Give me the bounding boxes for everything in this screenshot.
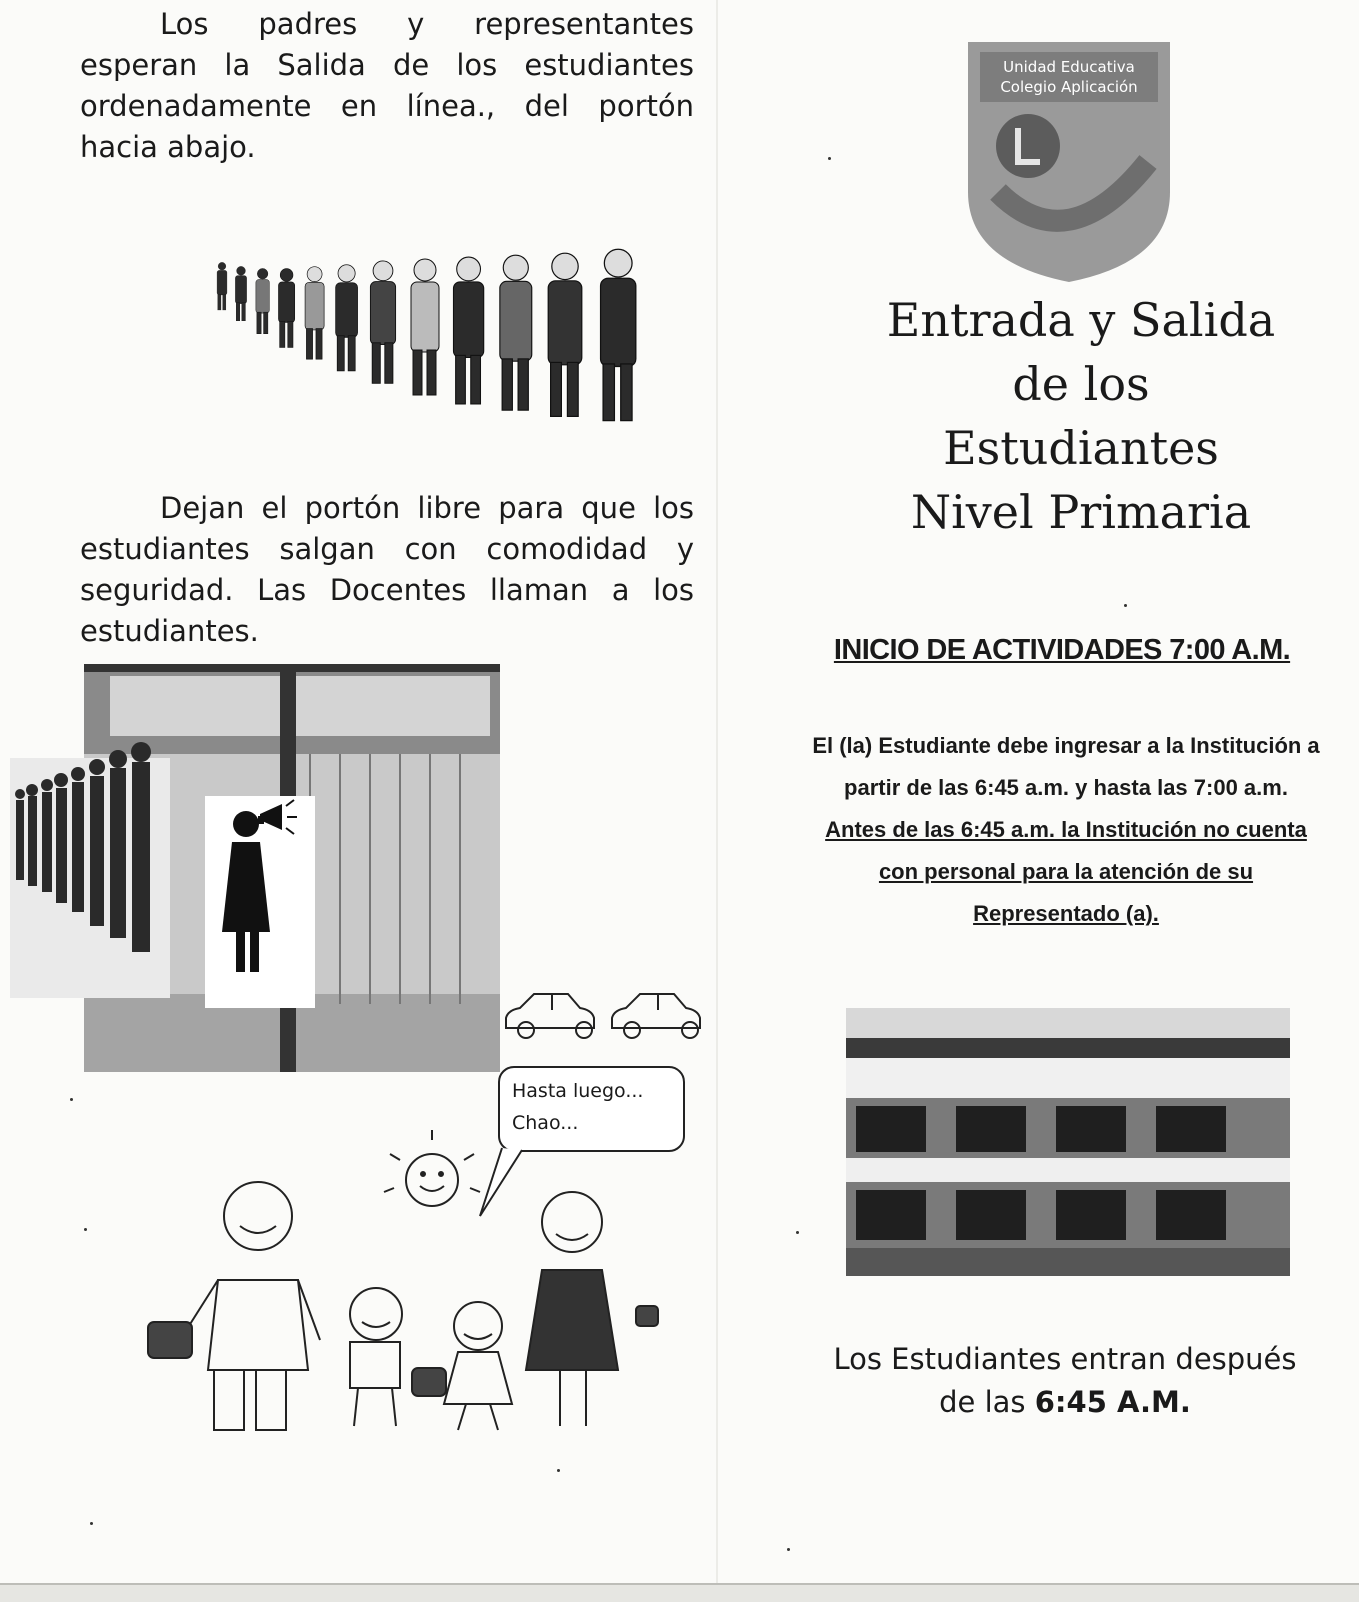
entry-note-time: 6:45 A.M. — [1034, 1385, 1191, 1419]
page-bottom-edge — [0, 1583, 1359, 1602]
brochure-title — [858, 288, 1304, 544]
school-gate-photo — [10, 664, 500, 1076]
entry-note-text: Los Estudiantes entran después de las — [833, 1342, 1297, 1419]
title-line-2: de los — [1012, 357, 1150, 411]
cars-illustration — [500, 984, 715, 1044]
school-building-photo — [846, 1008, 1290, 1276]
family-illustration — [140, 1130, 660, 1440]
logo-line-1: Unidad Educativa — [1003, 58, 1135, 76]
entry-rules-text — [812, 725, 1320, 935]
bubble-line-1: Hasta luego... — [512, 1080, 644, 1102]
entry-time-note — [830, 1338, 1300, 1424]
scan-speckle — [796, 1231, 799, 1234]
school-logo — [968, 42, 1170, 282]
scan-speckle — [557, 1469, 560, 1472]
entry-time-sentence: El (la) Estudiante debe ingresar a la Institución a partir de las 6:45 a.m. y hasta las 7:00 a.m. — [812, 733, 1320, 800]
scan-speckle — [1124, 604, 1127, 607]
scan-speckle — [90, 1522, 93, 1525]
activities-start-heading: INICIO DE ACTIVIDADES 7:00 A.M. — [833, 634, 1291, 666]
scan-speckle — [787, 1548, 790, 1551]
scan-speckle — [84, 1228, 87, 1231]
title-line-1: Entrada y Salida — [886, 293, 1276, 347]
logo-line-2: Colegio Aplicación — [1000, 78, 1138, 96]
title-line-4: Nivel Primaria — [910, 485, 1252, 539]
scan-speckle — [70, 1098, 73, 1101]
page-fold — [716, 0, 718, 1600]
scan-speckle — [828, 157, 831, 160]
free-gate-paragraph: Dejan el portón libre para que los estudiantes salgan con comodidad y seguridad. Las Docentes llaman a los estudiantes. — [80, 491, 694, 648]
early-arrival-warning: Antes de las 6:45 a.m. la Institución no cuenta con personal para la atención de su Representado (a). — [825, 817, 1307, 926]
bubble-line-2: Chao... — [512, 1112, 579, 1134]
title-line-3: Estudiantes — [943, 421, 1219, 475]
parents-wait-paragraph: Los padres y representantes esperan la Salida de los estudiantes ordenadamente en línea., del portón hacia abajo. — [80, 7, 694, 164]
waiting-line-illustration — [175, 238, 665, 474]
